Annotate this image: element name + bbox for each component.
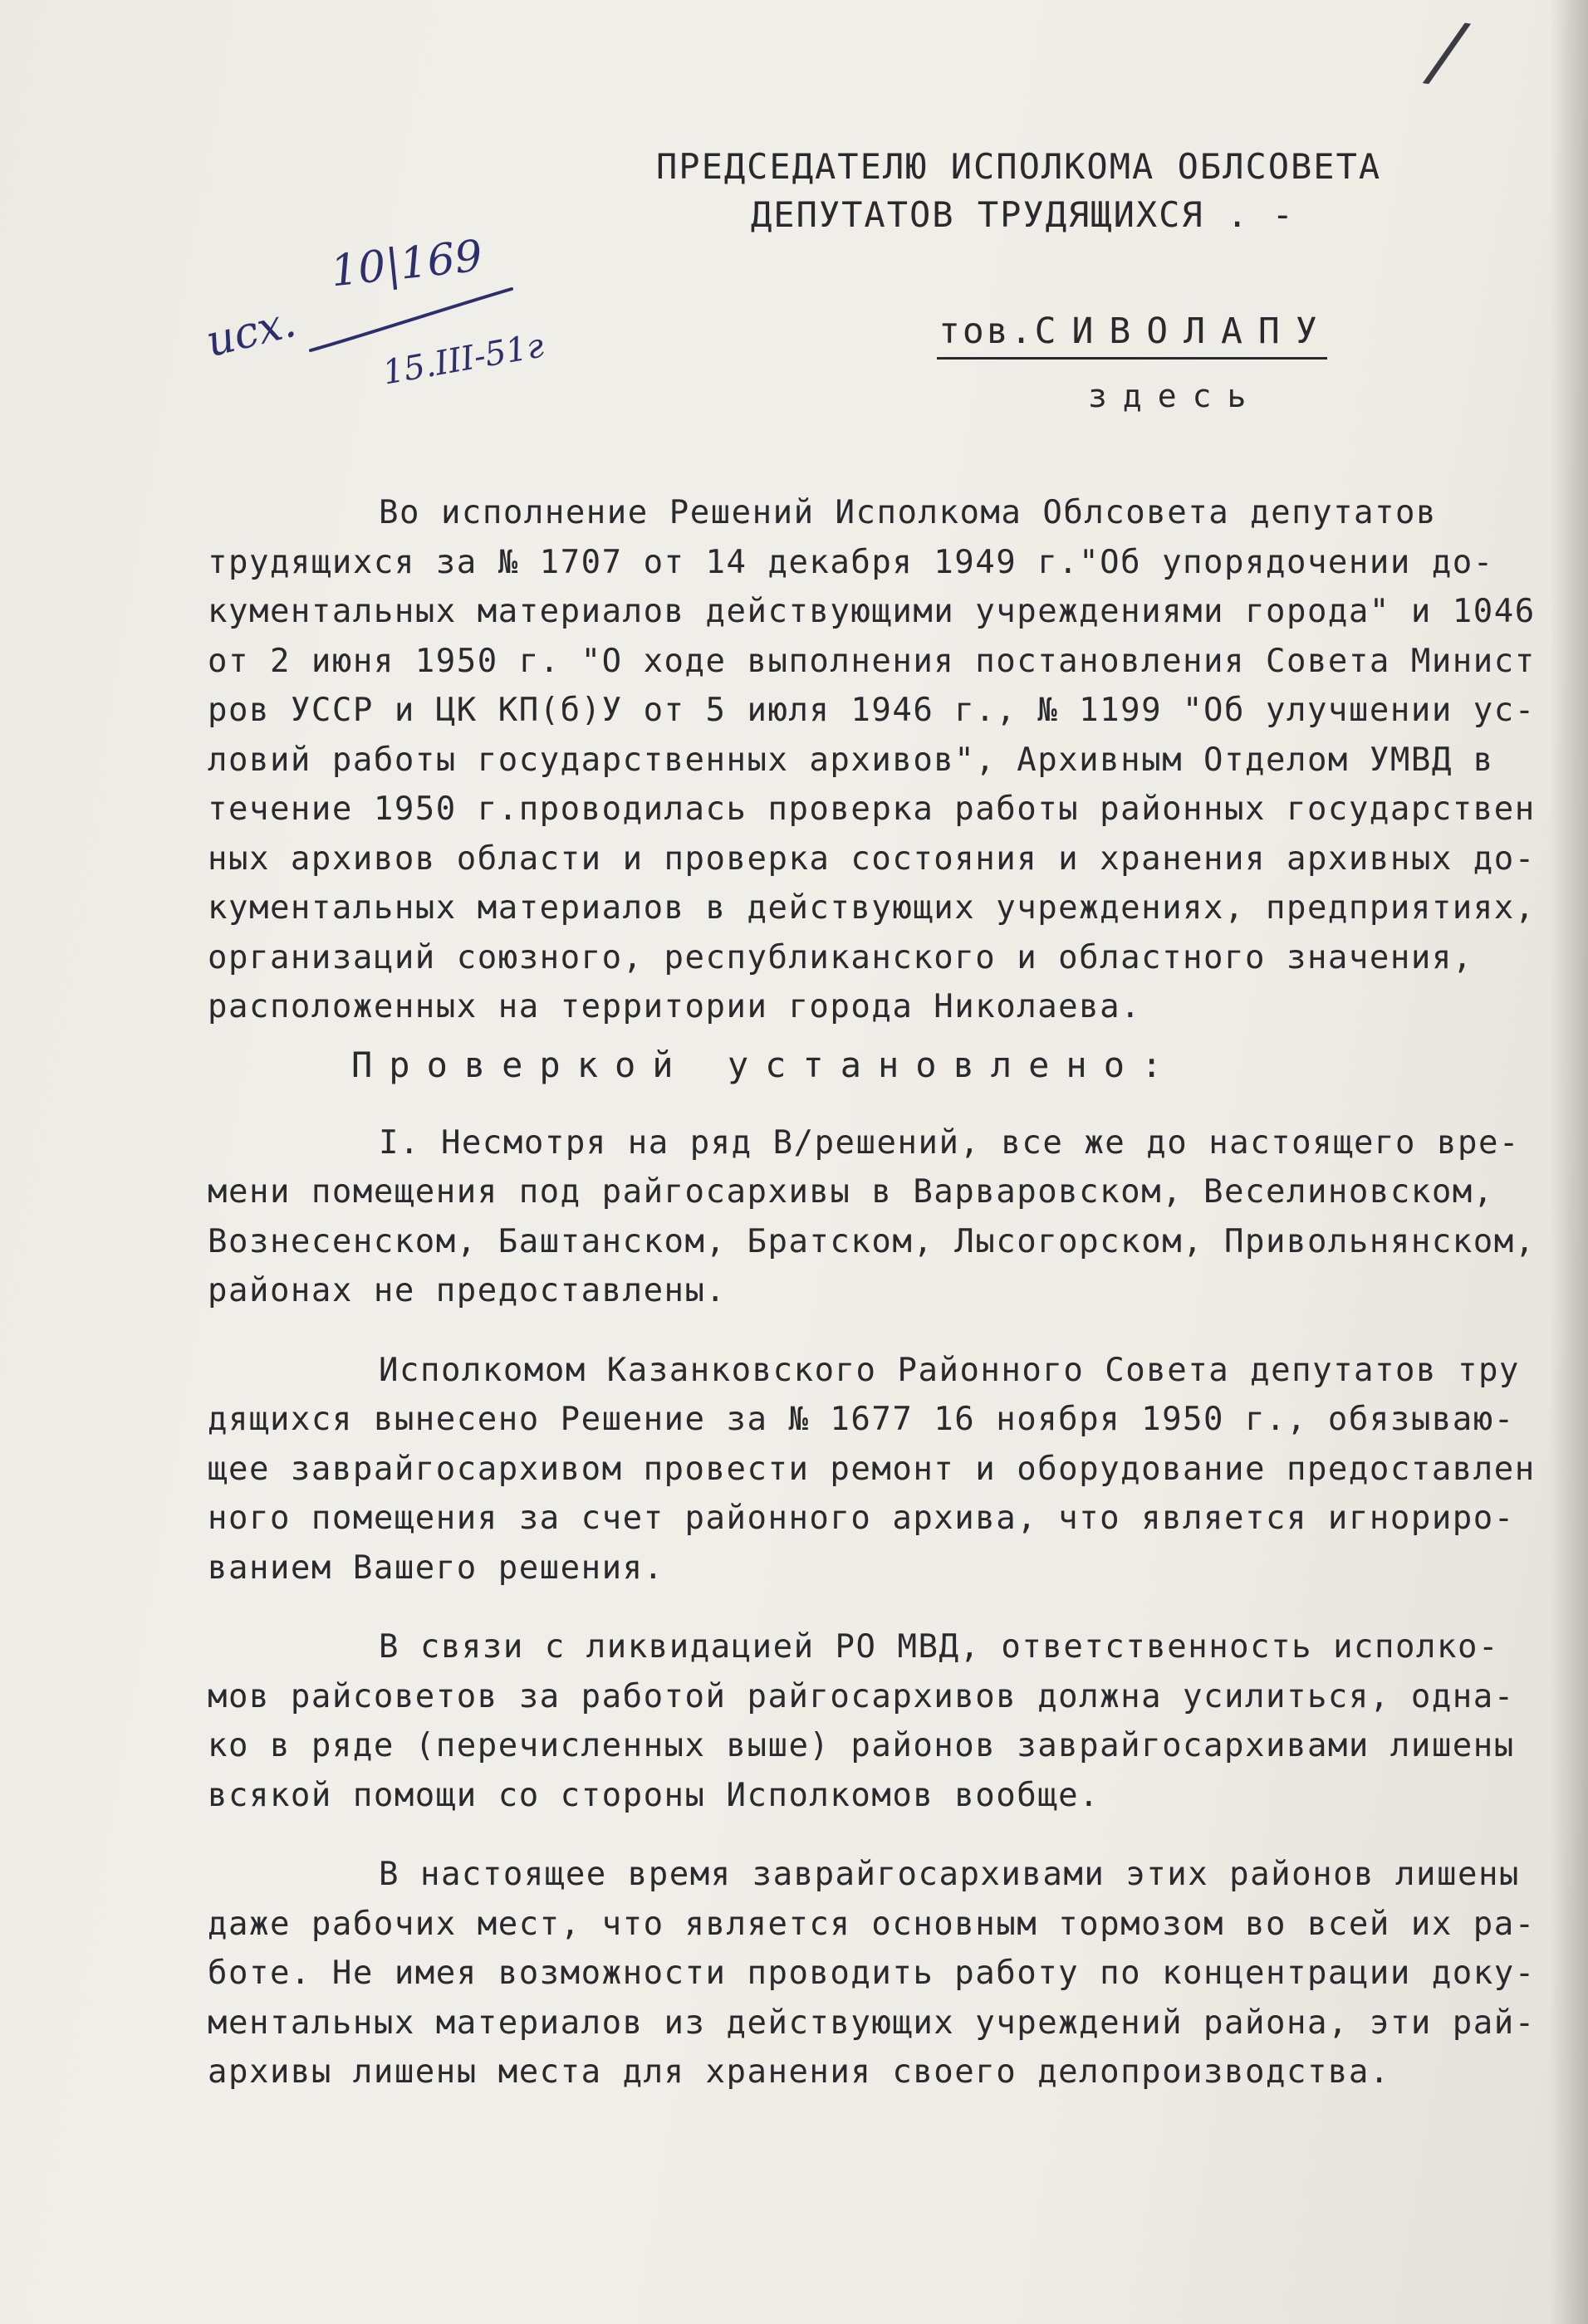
text-line: Во исполнение Решений Исполкома Облсовета депутатов (379, 494, 1437, 531)
text-line: дящихся вынесено Решение за № 1677 16 ноября 1950 г., обязываю- (208, 1401, 1515, 1438)
registration-annotation (198, 231, 547, 399)
text-line: щее заврайгосархивом провести ремонт и оборудование предоставлен (208, 1450, 1536, 1488)
text-line: мени помещения под райгосархивы в Варваровском, Веселиновском, (208, 1173, 1494, 1211)
paragraph-5 (208, 1850, 1536, 2097)
name-underline (937, 357, 1327, 360)
addressee-location: здесь (1088, 378, 1262, 414)
text-line: ров УССР и ЦК КП(б)У от 5 июля 1946 г., № 1199 "Об улучшении ус- (208, 692, 1536, 729)
text-line: мов райсоветов за работой райгосархивов должна усилиться, одна- (208, 1677, 1515, 1715)
text-line: архивы лишены места для хранения своего делопроизводства. (208, 2053, 1390, 2091)
paragraph-3 (208, 1346, 1536, 1593)
page-edge-shadow (1550, 0, 1588, 2324)
text-line: течение 1950 г.проводилась проверка работы районных государствен (208, 790, 1536, 828)
text-line: ко в ряде (перечисленных выше) районов заврайгосархивами лишены (208, 1727, 1515, 1764)
text-line: трудящихся за № 1707 от 14 декабря 1949 г."Об упорядочении до- (208, 543, 1494, 581)
text-line: ловий работы государственных архивов", Архивным Отделом УМВД в (208, 741, 1494, 779)
paragraph-1 (208, 488, 1536, 1032)
text-line: организаций союзного, республиканского и областного значения, (208, 938, 1473, 976)
letter-body (208, 488, 1536, 2097)
addressee-line-2: ДЕПУТАТОВ ТРУДЯЩИХСЯ . - (751, 194, 1295, 235)
text-line: от 2 июня 1950 г. "О ходе выполнения постановления Совета Минист (208, 642, 1536, 680)
page-number: / (1427, 3, 1467, 100)
text-line: расположенных на территории города Николаева. (208, 988, 1142, 1025)
text-line: ного помещения за счет районного архива, что является игнориро- (208, 1500, 1515, 1537)
text-line: ванием Вашего решения. (208, 1549, 664, 1587)
text-line: Исполкомом Казанковского Районного Совета депутатов тру (379, 1351, 1520, 1389)
paragraph-2 (208, 1118, 1536, 1316)
text-line: районах не предоставлены. (208, 1272, 727, 1309)
paragraph-4 (208, 1622, 1515, 1820)
section-heading: Проверкой установлено: (351, 1044, 1179, 1085)
registration-prefix: исх. (201, 296, 301, 368)
text-line: кументальных материалов в действующих учреждениях, предприятиях, (208, 889, 1536, 927)
text-line: всякой помощи со стороны Исполкомов вообще. (208, 1776, 1100, 1814)
text-line: ных архивов области и проверка состояния и хранения архивных до- (208, 839, 1536, 878)
text-line: ментальных материалов из действующих учреждений района, эти рай- (208, 2004, 1536, 2042)
addressee-name (939, 311, 1333, 352)
text-line: кументальных материалов действующими учреждениями города" и 1046 (208, 593, 1536, 630)
registration-number: 10|169 (328, 231, 485, 297)
text-line: В связи с ликвидацией РО МВД, ответственность исполко- (379, 1628, 1499, 1666)
registration-date: 15.III-51г (380, 326, 547, 393)
addressee-surname: СИВОЛАПУ (1034, 311, 1333, 352)
text-line: даже рабочих мест, что является основным тормозом во всей их ра- (208, 1905, 1536, 1943)
addressee-line-1: ПРЕДСЕДАТЕЛЮ ИСПОЛКОМА ОБЛСОВЕТА (656, 146, 1382, 187)
text-line: I. Несмотря на ряд В/решений, все же до настоящего вре- (379, 1123, 1520, 1162)
addressee-title: тов. (939, 311, 1035, 352)
text-line: Вознесенском, Баштанском, Братском, Лысогорском, Привольнянском, (208, 1222, 1536, 1260)
text-line: В настоящее время заврайгосархивами этих районов лишены (379, 1856, 1520, 1893)
addressee-block (656, 143, 1387, 239)
text-line: боте. Не имея возможности проводить работу по концентрации доку- (208, 1955, 1536, 1992)
